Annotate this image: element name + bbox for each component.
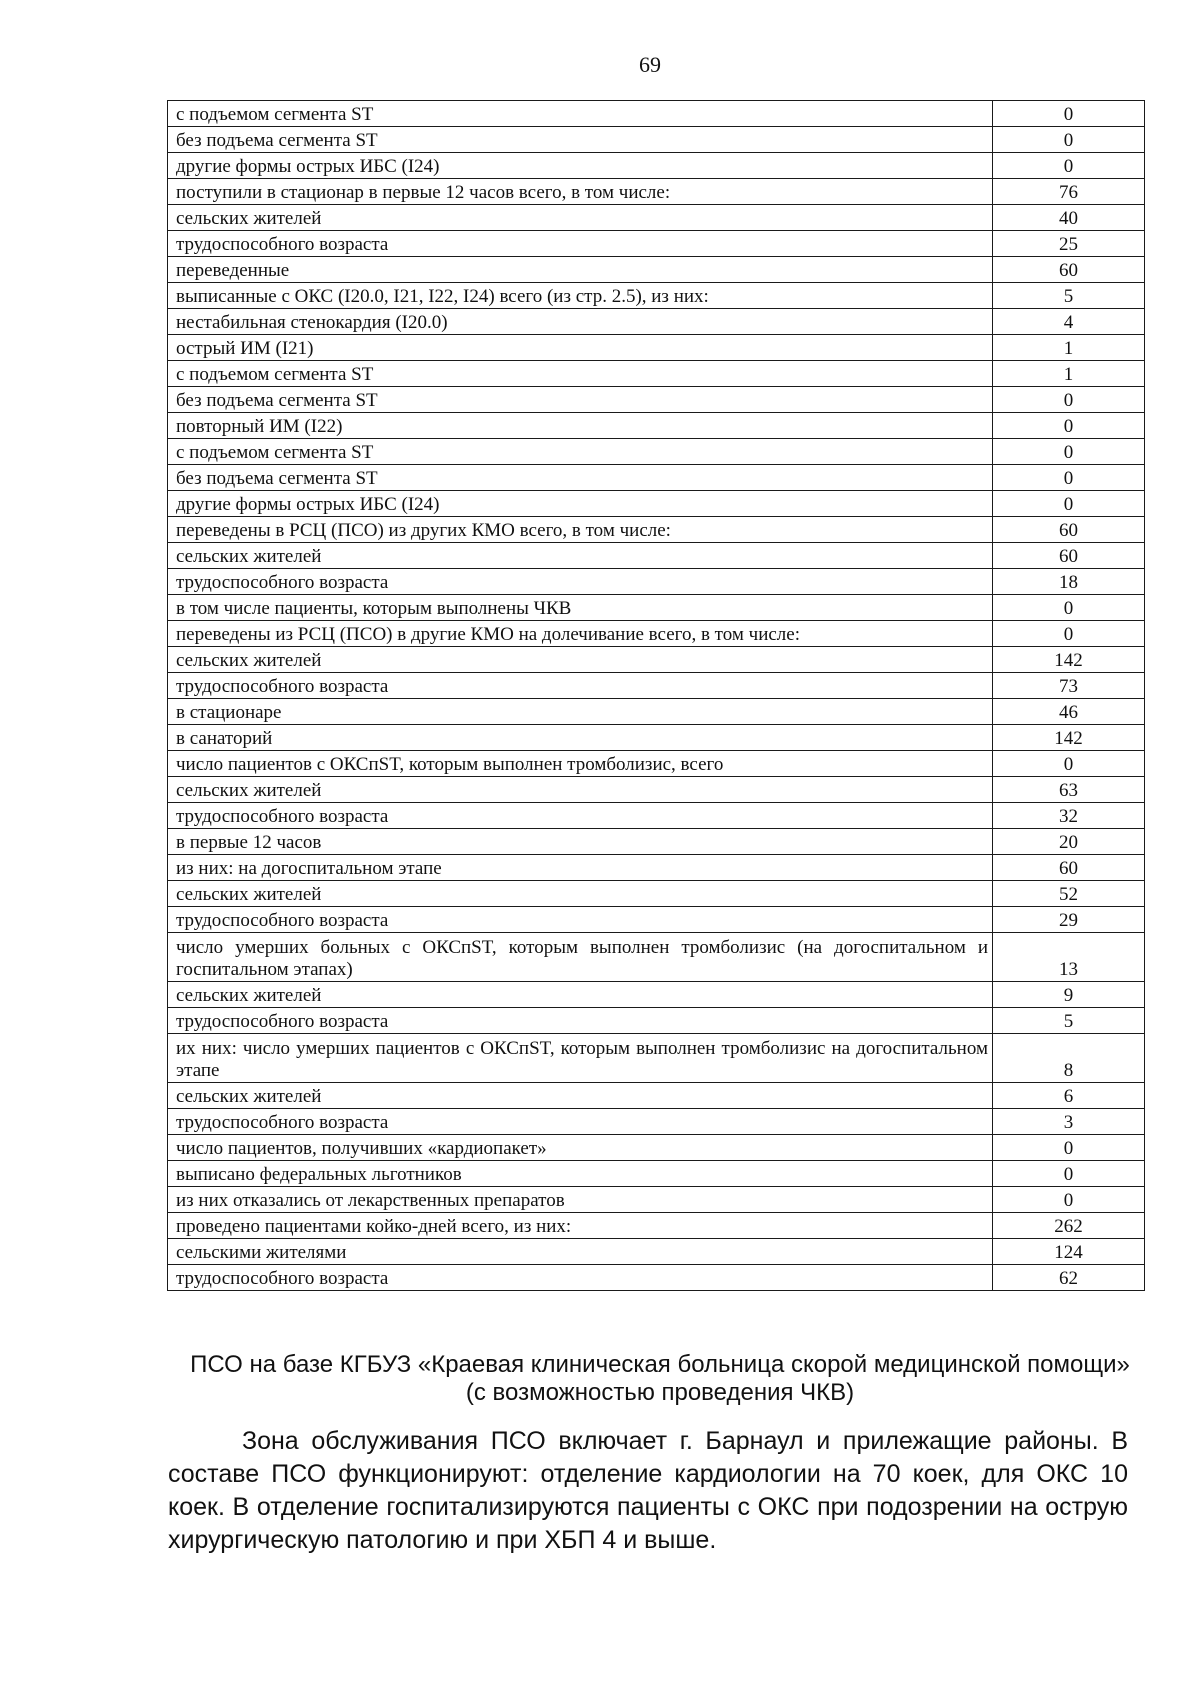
- table-row: [168, 465, 1145, 491]
- table-row: [168, 1008, 1145, 1034]
- row-label: число пациентов, получивших «кардиопакет»: [168, 1135, 993, 1161]
- row-label: переведенные: [168, 257, 993, 283]
- statistics-table-body: [168, 101, 1145, 1291]
- row-value: 62: [993, 1265, 1145, 1291]
- row-value: 0: [993, 101, 1145, 127]
- row-value: 0: [993, 465, 1145, 491]
- row-label: трудоспособного возраста: [168, 569, 993, 595]
- row-value: 0: [993, 413, 1145, 439]
- row-value: 63: [993, 777, 1145, 803]
- row-value: 60: [993, 543, 1145, 569]
- row-label: трудоспособного возраста: [168, 673, 993, 699]
- table-row: [168, 413, 1145, 439]
- row-label: повторный ИМ (I22): [168, 413, 993, 439]
- row-value: 0: [993, 491, 1145, 517]
- row-value: 60: [993, 517, 1145, 543]
- table-row: [168, 699, 1145, 725]
- table-row: [168, 283, 1145, 309]
- row-value: 0: [993, 153, 1145, 179]
- row-value: 262: [993, 1213, 1145, 1239]
- table-row: [168, 1265, 1145, 1291]
- table-row: [168, 517, 1145, 543]
- row-label: проведено пациентами койко-дней всего, из них:: [168, 1213, 993, 1239]
- row-value: 0: [993, 1135, 1145, 1161]
- row-value: 60: [993, 257, 1145, 283]
- row-value: 52: [993, 881, 1145, 907]
- table-row: [168, 673, 1145, 699]
- row-label: без подъема сегмента ST: [168, 387, 993, 413]
- table-row: [168, 127, 1145, 153]
- row-label: с подъемом сегмента ST: [168, 101, 993, 127]
- row-label: трудоспособного возраста: [168, 907, 993, 933]
- table-row: [168, 1135, 1145, 1161]
- table-row: [168, 855, 1145, 881]
- row-label: трудоспособного возраста: [168, 231, 993, 257]
- statistics-table: [167, 100, 1145, 1291]
- row-label: переведены в РСЦ (ПСО) из других КМО всего, в том числе:: [168, 517, 993, 543]
- row-label: трудоспособного возраста: [168, 1109, 993, 1135]
- row-label: без подъема сегмента ST: [168, 465, 993, 491]
- row-value: 6: [993, 1083, 1145, 1109]
- row-label: с подъемом сегмента ST: [168, 439, 993, 465]
- row-value: 0: [993, 621, 1145, 647]
- row-label: число умерших больных с ОКСпST, которым выполнен тромболизис (на догоспитальном и госпитальном этапах): [168, 933, 993, 982]
- table-row: [168, 439, 1145, 465]
- row-label: с подъемом сегмента ST: [168, 361, 993, 387]
- body-paragraph: Зона обслуживания ПСО включает г. Барнаул и прилежащие районы. В составе ПСО функционируют: отделение кардиологии на 70 коек, для ОКС 10 коек. В отделение госпитализируются пациенты с ОКС при подозрении на острую хирургическую патологию и при ХБП 4 и выше.: [168, 1427, 1128, 1554]
- table-row: [168, 387, 1145, 413]
- table-row: [168, 569, 1145, 595]
- table-row: [168, 982, 1145, 1008]
- row-value: 3: [993, 1109, 1145, 1135]
- row-label: поступили в стационар в первые 12 часов всего, в том числе:: [168, 179, 993, 205]
- table-row: [168, 309, 1145, 335]
- row-value: 5: [993, 283, 1145, 309]
- table-row: [168, 1034, 1145, 1083]
- row-value: 25: [993, 231, 1145, 257]
- section-heading: ПСО на базе КГБУЗ «Краевая клиническая больница скорой медицинской помощи» (с возможностью проведения ЧКВ): [190, 1351, 1130, 1406]
- row-value: 8: [993, 1034, 1145, 1083]
- row-label: другие формы острых ИБС (I24): [168, 153, 993, 179]
- table-row: [168, 725, 1145, 751]
- row-label: без подъема сегмента ST: [168, 127, 993, 153]
- row-value: 46: [993, 699, 1145, 725]
- row-label: сельскими жителями: [168, 1239, 993, 1265]
- row-value: 1: [993, 361, 1145, 387]
- row-label: трудоспособного возраста: [168, 1265, 993, 1291]
- table-row: [168, 257, 1145, 283]
- table-row: [168, 829, 1145, 855]
- row-label: нестабильная стенокардия (I20.0): [168, 309, 993, 335]
- row-value: 18: [993, 569, 1145, 595]
- table-row: [168, 1239, 1145, 1265]
- row-value: 4: [993, 309, 1145, 335]
- row-value: 0: [993, 1161, 1145, 1187]
- table-row: [168, 933, 1145, 982]
- table-row: [168, 647, 1145, 673]
- row-value: 76: [993, 179, 1145, 205]
- row-label: сельских жителей: [168, 1083, 993, 1109]
- row-label: острый ИМ (I21): [168, 335, 993, 361]
- table-row: [168, 1213, 1145, 1239]
- table-row: [168, 543, 1145, 569]
- table-row: [168, 803, 1145, 829]
- row-value: 1: [993, 335, 1145, 361]
- row-label: другие формы острых ИБС (I24): [168, 491, 993, 517]
- row-value: 60: [993, 855, 1145, 881]
- table-row: [168, 1109, 1145, 1135]
- table-row: [168, 751, 1145, 777]
- row-label: в том числе пациенты, которым выполнены ЧКВ: [168, 595, 993, 621]
- page-number: 69: [639, 52, 661, 77]
- row-label: сельских жителей: [168, 881, 993, 907]
- row-label: трудоспособного возраста: [168, 1008, 993, 1034]
- table-row: [168, 335, 1145, 361]
- row-value: 9: [993, 982, 1145, 1008]
- row-label: трудоспособного возраста: [168, 803, 993, 829]
- row-label: выписанные с ОКС (I20.0, I21, I22, I24) всего (из стр. 2.5), из них:: [168, 283, 993, 309]
- row-value: 142: [993, 725, 1145, 751]
- row-value: 0: [993, 127, 1145, 153]
- row-value: 20: [993, 829, 1145, 855]
- table-row: [168, 1187, 1145, 1213]
- row-value: 0: [993, 1187, 1145, 1213]
- row-label: переведены из РСЦ (ПСО) в другие КМО на долечивание всего, в том числе:: [168, 621, 993, 647]
- table-row: [168, 1161, 1145, 1187]
- row-label: сельских жителей: [168, 647, 993, 673]
- row-value: 0: [993, 595, 1145, 621]
- table-row: [168, 595, 1145, 621]
- table-row: [168, 361, 1145, 387]
- table-row: [168, 153, 1145, 179]
- row-label: сельских жителей: [168, 205, 993, 231]
- row-label: сельских жителей: [168, 982, 993, 1008]
- table-row: [168, 907, 1145, 933]
- row-value: 40: [993, 205, 1145, 231]
- row-label: их них: число умерших пациентов с ОКСпST, которым выполнен тромболизис на догоспитальном этапе: [168, 1034, 993, 1083]
- row-label: сельских жителей: [168, 777, 993, 803]
- row-label: в стационаре: [168, 699, 993, 725]
- row-label: выписано федеральных льготников: [168, 1161, 993, 1187]
- row-label: сельских жителей: [168, 543, 993, 569]
- table-row: [168, 491, 1145, 517]
- row-label: из них отказались от лекарственных препаратов: [168, 1187, 993, 1213]
- row-value: 124: [993, 1239, 1145, 1265]
- table-row: [168, 231, 1145, 257]
- row-value: 0: [993, 439, 1145, 465]
- row-label: в санаторий: [168, 725, 993, 751]
- row-value: 0: [993, 387, 1145, 413]
- row-value: 142: [993, 647, 1145, 673]
- row-label: из них: на догоспитальном этапе: [168, 855, 993, 881]
- row-value: 73: [993, 673, 1145, 699]
- row-label: число пациентов с ОКСпST, которым выполнен тромболизис, всего: [168, 751, 993, 777]
- row-value: 5: [993, 1008, 1145, 1034]
- row-label: в первые 12 часов: [168, 829, 993, 855]
- table-row: [168, 621, 1145, 647]
- row-value: 0: [993, 751, 1145, 777]
- row-value: 29: [993, 907, 1145, 933]
- row-value: 32: [993, 803, 1145, 829]
- table-row: [168, 777, 1145, 803]
- table-row: [168, 205, 1145, 231]
- table-row: [168, 881, 1145, 907]
- row-value: 13: [993, 933, 1145, 982]
- table-row: [168, 179, 1145, 205]
- table-row: [168, 1083, 1145, 1109]
- table-row: [168, 101, 1145, 127]
